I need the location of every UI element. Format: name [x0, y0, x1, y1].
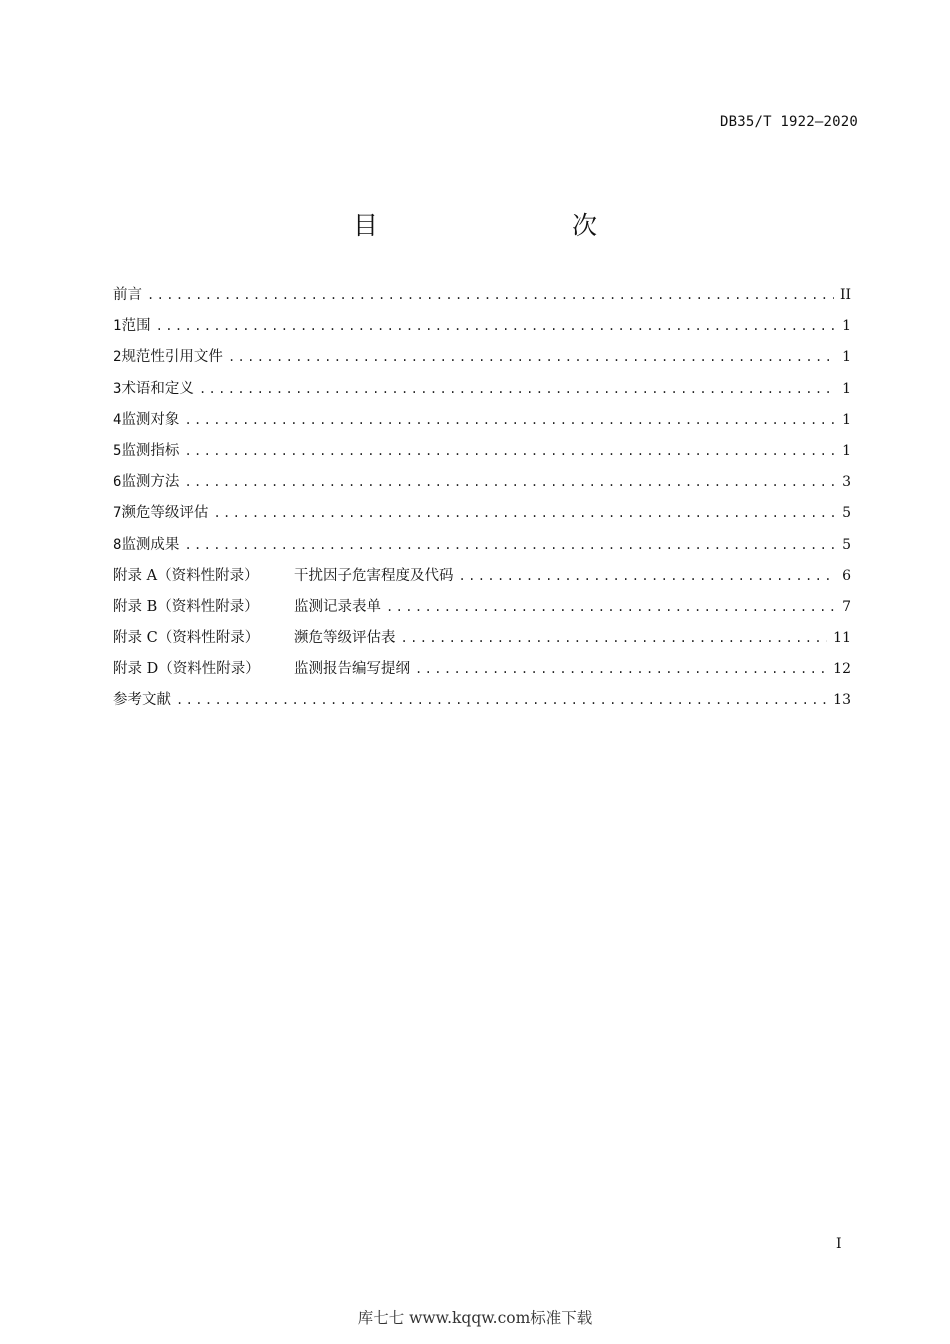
toc-entry-label: 监测成果: [121, 536, 180, 553]
page-number: I: [836, 1236, 842, 1252]
toc-entry-number: 3: [113, 380, 122, 397]
dot-leader: [184, 444, 835, 458]
toc-entry-label: 监测指标: [121, 442, 180, 459]
toc-entry-references[interactable]: [113, 688, 851, 719]
dot-leader: [176, 693, 827, 707]
dot-leader: [228, 350, 835, 364]
toc-entry-page: 11: [833, 630, 851, 647]
toc-entry-endangered-grade-assessment[interactable]: [113, 501, 851, 532]
dot-leader: [156, 319, 835, 333]
page-title: 目 次: [352, 211, 645, 240]
toc-entry-label: 监测对象: [121, 411, 180, 428]
toc-entry-appendix-d[interactable]: [113, 657, 851, 688]
toc-entry-label: 濒危等级评估: [121, 505, 209, 522]
toc-entry-label: 范围: [121, 318, 151, 335]
toc-entry-page: 13: [833, 692, 851, 709]
toc-entry-monitoring-methods[interactable]: [113, 470, 851, 501]
toc-entry-appendix-b[interactable]: [113, 595, 851, 626]
toc-entry-label: 监测方法: [121, 474, 180, 491]
toc-entry-appendix-a[interactable]: [113, 564, 851, 595]
download-watermark: 库七七 www.kqqw.com标准下载: [357, 1309, 593, 1327]
dot-leader: [459, 569, 836, 583]
toc-entry-number: 6: [113, 474, 122, 491]
toc-entry-page: 7: [842, 598, 851, 615]
dot-leader: [147, 288, 834, 302]
toc-entry-appendix-c[interactable]: [113, 626, 851, 657]
table-of-contents: [113, 283, 851, 720]
toc-entry-page: 1: [842, 442, 851, 459]
dot-leader: [199, 382, 835, 396]
dot-leader: [184, 538, 835, 552]
dot-leader: [401, 631, 828, 645]
toc-entry-label: 濒危等级评估表: [294, 630, 396, 647]
toc-entry-page: 5: [842, 536, 851, 553]
dot-leader: [184, 413, 835, 427]
toc-entry-page: 3: [842, 474, 851, 491]
toc-entry-monitoring-results[interactable]: [113, 533, 851, 564]
toc-entry-scope[interactable]: [113, 314, 851, 345]
standard-code: DB35/T 1922—2020: [719, 114, 858, 130]
toc-entry-label: 参考文献: [113, 692, 171, 709]
toc-entry-number: 5: [113, 442, 122, 459]
toc-entry-monitoring-objects[interactable]: [113, 408, 851, 439]
toc-entry-monitoring-indicators[interactable]: [113, 439, 851, 470]
toc-appendix-label: 附录 D（资料性附录）: [113, 661, 260, 678]
toc-entry-number: 1: [113, 318, 122, 335]
toc-entry-page: 12: [833, 661, 851, 678]
toc-entry-number: 7: [113, 505, 122, 522]
toc-entry-label: 监测报告编写提纲: [294, 661, 410, 678]
toc-entry-label: 干扰因子危害程度及代码: [294, 567, 454, 584]
dot-leader: [415, 662, 827, 676]
toc-entry-number: 2: [113, 349, 122, 366]
toc-entry-page: 6: [842, 567, 851, 584]
toc-entry-number: 8: [113, 536, 122, 553]
toc-entry-normative-references[interactable]: [113, 345, 851, 376]
toc-entry-label: 规范性引用文件: [121, 349, 223, 366]
toc-entry-page: 5: [842, 505, 851, 522]
toc-entry-number: 4: [113, 411, 122, 428]
toc-entry-page: 1: [842, 349, 851, 366]
toc-entry-page: 1: [842, 380, 851, 397]
toc-appendix-label: 附录 B（资料性附录）: [113, 598, 259, 615]
toc-appendix-label: 附录 A（资料性附录）: [113, 567, 259, 584]
toc-entry-page: II: [839, 287, 851, 303]
dot-leader: [184, 475, 835, 489]
toc-entry-terms-definitions[interactable]: [113, 377, 851, 408]
dot-leader: [386, 600, 835, 614]
toc-entry-page: 1: [842, 411, 851, 428]
toc-entry-label: 监测记录表单: [294, 598, 381, 615]
dot-leader: [213, 506, 835, 520]
toc-entry-foreword[interactable]: [113, 283, 851, 314]
toc-entry-label: 术语和定义: [121, 380, 194, 397]
toc-entry-page: 1: [842, 318, 851, 335]
toc-entry-label: 前言: [113, 287, 142, 303]
toc-appendix-label: 附录 C（资料性附录）: [113, 630, 260, 647]
